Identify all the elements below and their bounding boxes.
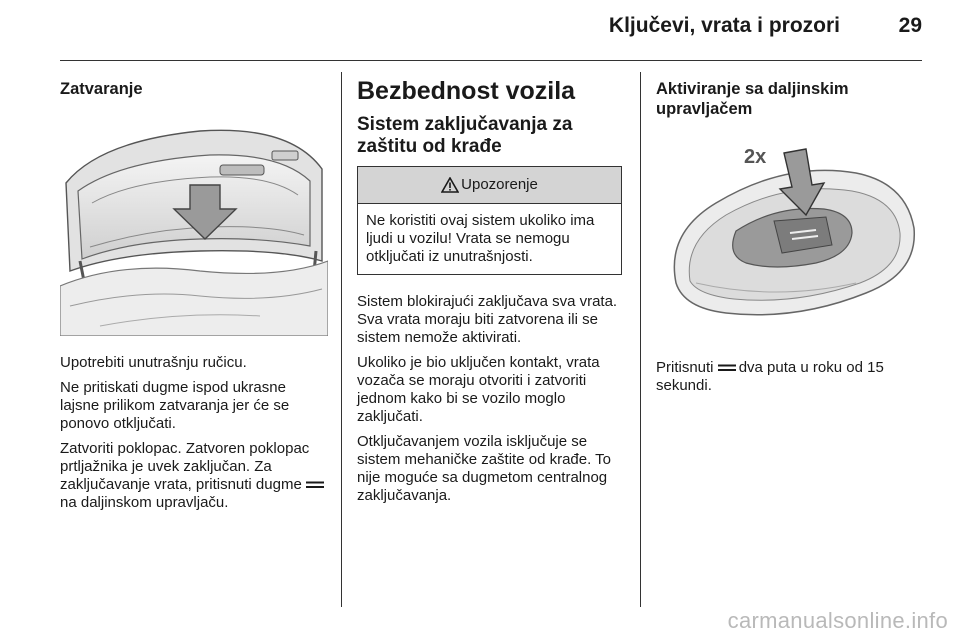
warning-header bbox=[358, 167, 621, 204]
warning-label: Upozorenje bbox=[461, 176, 538, 193]
header-rule bbox=[60, 60, 922, 61]
paragraph-press-twice-pre: Pritisnuti bbox=[656, 359, 714, 376]
paragraph-close-lid-text: Zatvoriti poklopac. Zatvoren poklopac prtljažnika je uvek zaključan. Za zaključavanje vrata, pritisnuti dugme bbox=[60, 440, 310, 493]
remote-key-press-icon bbox=[656, 133, 920, 343]
paragraph-close-lid bbox=[60, 440, 328, 512]
paragraph-press-twice bbox=[656, 359, 920, 395]
lock-button-icon bbox=[718, 359, 736, 377]
section-heading-closing: Zatvaranje bbox=[60, 80, 143, 98]
lock-button-icon bbox=[306, 476, 324, 494]
press-count-label: 2x bbox=[744, 146, 767, 168]
paragraph-unlocking: Otključavanjem vozila isključuje se sistem mehaničke zaštite od krađe. To nije moguće sa dugmetom centralnog zaključavanja. bbox=[357, 433, 612, 504]
paragraph-system-locks: Sistem blokirajući zaključava sva vrata. Sva vrata moraju biti zatvorena ili se sistem nemože aktivirati. bbox=[357, 293, 618, 346]
paragraph-press-twice-post: dva puta u roku od 15 sekundi. bbox=[656, 359, 884, 395]
warning-box bbox=[357, 166, 622, 275]
section-heading-remote: Aktiviranje sa daljinskim upravljačem bbox=[656, 80, 849, 118]
paragraph-button-warning: Ne pritiskati dugme ispod ukrasne lajsne prilikom zatvaranja jer će se ponovo otključati. bbox=[60, 379, 290, 432]
paragraph-close-lid-tail: na daljinskom upravljaču. bbox=[60, 494, 229, 512]
warning-body bbox=[358, 204, 621, 274]
column-divider-1 bbox=[341, 72, 342, 607]
watermark: carmanualsonline.info bbox=[727, 608, 948, 633]
remote-key-illustration bbox=[656, 133, 920, 343]
warning-text: Ne koristiti ovaj sistem ukoliko ima ljudi u vozilu! Vrata se nemogu otključati iz unutrašnjosti. bbox=[366, 212, 595, 265]
tailgate-closing-icon bbox=[60, 111, 328, 336]
column-closing bbox=[60, 72, 328, 519]
column-remote-activation bbox=[656, 72, 920, 402]
paragraph-use-handle: Upotrebiti unutrašnju ručicu. bbox=[60, 354, 247, 371]
column-divider-2 bbox=[640, 72, 641, 607]
paragraph-ignition: Ukoliko je bio uključen kontakt, vrata vozača se moraju otvoriti i zatvoriti jednom kako bi se vozilo moglo zaključati. bbox=[357, 354, 600, 425]
warning-triangle-icon bbox=[441, 177, 459, 193]
tailgate-illustration bbox=[60, 111, 328, 336]
column-vehicle-security bbox=[357, 72, 625, 512]
page-number: 29 bbox=[898, 14, 922, 37]
subsection-title-antitheft: Sistem zaključavanja za zaštitu od krađe bbox=[357, 114, 573, 157]
header-title: Ključevi, vrata i prozori bbox=[608, 14, 840, 37]
section-title-vehicle-security: Bezbednost vozila bbox=[357, 77, 576, 105]
